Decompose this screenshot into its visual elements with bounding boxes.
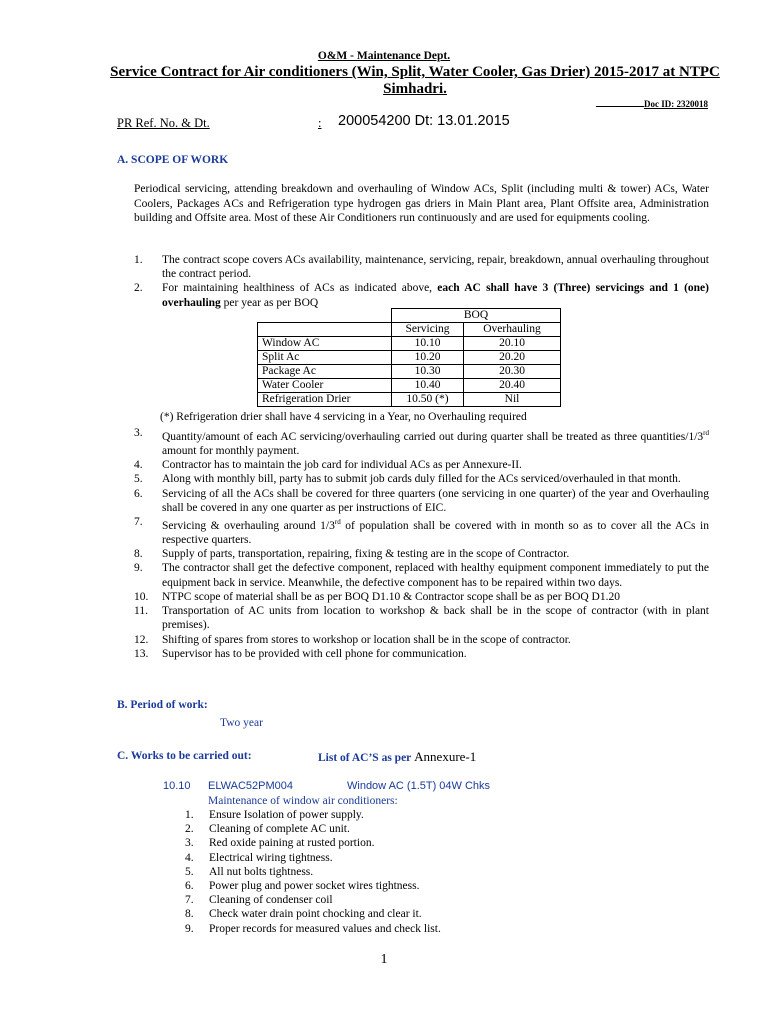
list-text: Supply of parts, transportation, repairing, fixing & testing are in the scope of Contractor. bbox=[162, 548, 570, 561]
list-item bbox=[185, 808, 585, 822]
table-cell: 20.10 bbox=[464, 337, 561, 351]
list-item bbox=[134, 515, 709, 547]
list-number: 13. bbox=[134, 647, 149, 660]
table-row bbox=[258, 309, 561, 323]
list-number: 2. bbox=[134, 282, 143, 295]
list-text: Contractor has to maintain the job card for individual ACs as per Annexure-II. bbox=[162, 459, 522, 472]
pr-ref-colon: : bbox=[318, 116, 322, 130]
table-cell: 10.10 bbox=[392, 337, 464, 351]
table-row bbox=[258, 351, 561, 365]
list-item bbox=[134, 472, 709, 486]
list-number: 9. bbox=[185, 922, 194, 935]
list-number: 8. bbox=[185, 908, 194, 921]
list-text: For maintaining healthiness of ACs as indicated above, bbox=[162, 282, 438, 295]
list-text: Ensure Isolation of power supply. bbox=[209, 809, 364, 821]
list-number: 10. bbox=[134, 590, 149, 603]
period-value: Two year bbox=[220, 717, 263, 729]
list-text: Electrical wiring tightness. bbox=[209, 851, 333, 864]
list-text: Servicing & overhauling around 1/3rd of population shall be covered with in month so as to cover all the ACs in respective quarters. bbox=[162, 518, 709, 547]
list-number: 8. bbox=[134, 548, 143, 561]
table-cell: Refrigeration Drier bbox=[258, 393, 392, 407]
list-text: Servicing of all the ACs shall be covered for three quarters (one servicing in one quarter) of the year and Overhauling shall be covered in any one quarter as per instructions of EIC. bbox=[162, 487, 709, 514]
table-row bbox=[258, 393, 561, 407]
list-text: Transportation of AC units from location to workshop & back shall be in the scope of contractor (with in plant premises). bbox=[162, 605, 709, 632]
table-cell: Package Ac bbox=[258, 365, 392, 379]
list-item bbox=[185, 836, 585, 850]
list-text: All nut bolts tightness. bbox=[209, 865, 314, 878]
works-annexure: Annexure-1 bbox=[414, 749, 477, 764]
department-heading: O&M - Maintenance Dept. bbox=[317, 50, 451, 62]
table-cell bbox=[258, 309, 392, 323]
table-row bbox=[258, 337, 561, 351]
list-number: 3. bbox=[134, 427, 143, 439]
boq-note: (*) Refrigeration drier shall have 4 servicing in a Year, no Overhauling required bbox=[160, 411, 527, 423]
pr-ref-label: PR Ref. No. & Dt. bbox=[117, 116, 210, 130]
list-item bbox=[134, 281, 709, 309]
list-item bbox=[185, 851, 585, 865]
table-cell: 20.20 bbox=[464, 351, 561, 365]
list-number: 5. bbox=[134, 473, 143, 486]
list-number: 6. bbox=[134, 487, 143, 500]
list-item bbox=[134, 458, 709, 472]
list-item bbox=[185, 822, 585, 836]
table-cell: Water Cooler bbox=[258, 379, 392, 393]
superscript: rd bbox=[703, 429, 709, 437]
list-number: 1. bbox=[185, 809, 194, 821]
doc-id-underline bbox=[596, 106, 644, 107]
list-item bbox=[185, 922, 585, 936]
table-cell: 10.20 bbox=[392, 351, 464, 365]
table-row bbox=[258, 323, 561, 337]
document-title: Service Contract for Air conditioners (Win, Split, Water Cooler, Gas Drier) 2015-2017 at NTPC Simhadri. bbox=[110, 64, 720, 97]
doc-id-text: Doc ID: 2320018 bbox=[644, 99, 708, 109]
boq-col-servicing: Servicing bbox=[392, 323, 464, 337]
list-item bbox=[134, 253, 709, 281]
list-text: Supervisor has to be provided with cell phone for communication. bbox=[162, 647, 467, 660]
table-cell: 10.50 (*) bbox=[392, 393, 464, 407]
list-item bbox=[134, 647, 709, 661]
list-text: per year as per BOQ bbox=[220, 296, 319, 309]
list-item bbox=[134, 633, 709, 647]
list-text: NTPC scope of material shall be as per BOQ D1.10 & Contractor scope shall be as per BOQ D1.20 bbox=[162, 590, 620, 603]
table-row bbox=[258, 379, 561, 393]
list-item bbox=[134, 604, 709, 632]
work-item-code: 10.10 bbox=[163, 780, 191, 792]
doc-id bbox=[596, 99, 708, 109]
work-item-id: ELWAC52PM004 bbox=[208, 780, 293, 792]
table-cell: 10.40 bbox=[392, 379, 464, 393]
list-text: The contract scope covers ACs availability, maintenance, servicing, repair, breakdown, annual overhauling throughout the contract period. bbox=[162, 254, 709, 281]
work-sub-heading: Maintenance of window air conditioners: bbox=[208, 795, 398, 807]
scope-intro: Periodical servicing, attending breakdown and overhauling of Window ACs, Split (including multi & tower) ACs, Water Coolers, Packages ACs and Refrigeration type hydrogen gas driers in Main Plant area, Plant Offsite area, Administration building and Offsite area. Most of these Air Conditioners run continuously and are used for equipments cooling. bbox=[134, 183, 709, 224]
list-item bbox=[134, 426, 709, 458]
list-number: 3. bbox=[185, 837, 194, 850]
list-number: 9. bbox=[134, 562, 143, 575]
list-number: 7. bbox=[134, 516, 143, 529]
list-number: 7. bbox=[185, 894, 194, 907]
list-number: 11. bbox=[134, 605, 148, 618]
list-text: Along with monthly bill, party has to submit job cards duly filled for the ACs serviced/overhauled in that month. bbox=[162, 473, 681, 486]
table-cell: 10.30 bbox=[392, 365, 464, 379]
list-number: 12. bbox=[134, 633, 149, 646]
page-number: 1 bbox=[380, 952, 388, 967]
list-number: 5. bbox=[185, 865, 194, 878]
boq-header: BOQ bbox=[392, 309, 561, 323]
list-item bbox=[185, 879, 585, 893]
superscript: rd bbox=[334, 518, 341, 527]
list-text: Shifting of spares from stores to workshop or location shall be in the scope of contractor. bbox=[162, 633, 571, 646]
works-heading: C. Works to be carried out: bbox=[117, 750, 252, 762]
list-text: The contractor shall get the defective component, replaced with healthy equipment component immediately to put the equipment back in service. Meanwhile, the defective component has to be repaired within two days. bbox=[162, 562, 709, 589]
list-item bbox=[134, 561, 709, 589]
works-list-ref bbox=[318, 749, 476, 765]
scope-list-2 bbox=[134, 426, 709, 661]
boq-col-overhauling: Overhauling bbox=[464, 323, 561, 337]
list-number: 2. bbox=[185, 823, 194, 836]
list-item bbox=[185, 893, 585, 907]
list-text: Check water drain point chocking and clear it. bbox=[209, 908, 422, 921]
list-text: Power plug and power socket wires tightness. bbox=[209, 880, 420, 893]
table-cell: Nil bbox=[464, 393, 561, 407]
table-row bbox=[258, 365, 561, 379]
list-number: 4. bbox=[185, 851, 194, 864]
list-text: Cleaning of complete AC unit. bbox=[209, 823, 350, 836]
list-item bbox=[134, 487, 709, 515]
list-item bbox=[185, 907, 585, 921]
list-text-bold: each AC shall have 3 (Three) servicings and 1 (one) overhauling bbox=[162, 282, 709, 309]
maintenance-steps bbox=[185, 808, 585, 936]
table-cell: 20.30 bbox=[464, 365, 561, 379]
works-list-label: List of AC’S as per bbox=[318, 752, 412, 764]
boq-table bbox=[257, 308, 561, 407]
work-item-desc: Window AC (1.5T) 04W Chks bbox=[347, 780, 491, 792]
list-text: Quantity/amount of each AC servicing/overhauling carried out during quarter shall be treated as three quantities/1/3rd amount for monthly payment. bbox=[162, 429, 709, 458]
list-number: 1. bbox=[134, 254, 143, 266]
pr-ref-value: 200054200 Dt: 13.01.2015 bbox=[338, 113, 510, 129]
scope-list-1 bbox=[134, 253, 709, 310]
list-item bbox=[134, 547, 709, 561]
list-text: Red oxide paining at rusted portion. bbox=[209, 837, 375, 850]
scope-heading: A. SCOPE OF WORK bbox=[117, 154, 229, 166]
list-item bbox=[134, 590, 709, 604]
list-number: 6. bbox=[185, 880, 194, 893]
list-text: Cleaning of condenser coil bbox=[209, 894, 333, 907]
table-cell: 20.40 bbox=[464, 379, 561, 393]
table-cell: Window AC bbox=[258, 337, 392, 351]
list-item bbox=[185, 865, 585, 879]
list-number: 4. bbox=[134, 459, 143, 472]
list-text: Proper records for measured values and check list. bbox=[209, 922, 441, 935]
period-heading: B. Period of work: bbox=[117, 699, 208, 711]
table-cell: Split Ac bbox=[258, 351, 392, 365]
table-cell bbox=[258, 323, 392, 337]
